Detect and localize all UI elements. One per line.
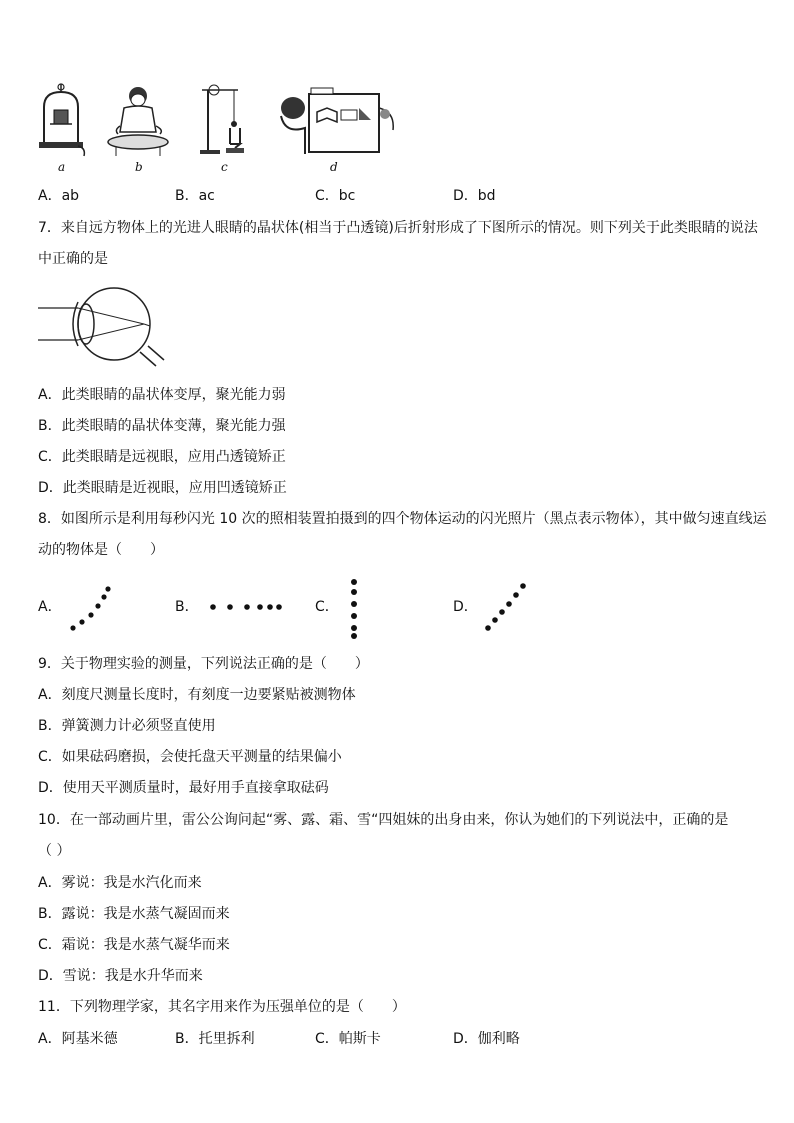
q9-option-c[interactable]: C．如果砝码磨损，会使托盘天平测量的结果偏小 <box>38 749 342 765</box>
figure-caption-b: b <box>135 160 143 174</box>
q9-option-b[interactable]: B．弹簧测力计必须竖直使用 <box>38 718 216 734</box>
figure-caption-a: a <box>58 160 66 174</box>
eye-diagram <box>38 288 172 368</box>
q8-stem-line-1: 8．如图所示是利用每秒闪光 10 次的照相装置拍摄到的四个物体运动的闪光照片（黑点表示物体），其中做匀速直线运 <box>38 511 767 527</box>
q10-stem-line-1: 10．在一部动画片里，雷公公询问起“雾、露、霜、雪“四姐妹的出身由来，你认为她们的下列说法中，正确的是 <box>38 812 729 828</box>
q9-stem: 9．关于物理实验的测量，下列说法正确的是（ ） <box>38 656 369 672</box>
q11-option-d[interactable]: D．伽利略 <box>453 1031 520 1047</box>
q7-option-b[interactable]: B．此类眼睛的晶状体变薄，聚光能力强 <box>38 418 286 434</box>
q7-option-c[interactable]: C．此类眼睛是远视眼，应用凸透镜矫正 <box>38 449 286 465</box>
q10-option-a[interactable]: A．雾说：我是水汽化而来 <box>38 875 202 891</box>
q8-option-c-label[interactable]: C． <box>315 599 339 615</box>
q9-option-d[interactable]: D．使用天平测质量时，最好用手直接拿取砝码 <box>38 780 329 796</box>
q6-option-b[interactable]: B．ac <box>175 188 215 204</box>
q10-option-c[interactable]: C．霜说：我是水蒸气凝华而来 <box>38 937 230 953</box>
q8-stem-line-2: 动的物体是（ ） <box>38 542 164 558</box>
person-experiment-figure <box>104 86 172 158</box>
desk-reading-figure <box>275 84 401 156</box>
q8-option-b-dots <box>208 602 284 612</box>
q11-option-a[interactable]: A．阿基米德 <box>38 1031 118 1047</box>
q11-stem: 11．下列物理学家，其名字用来作为压强单位的是（ ） <box>38 999 406 1015</box>
tuning-fork-figure <box>198 82 252 156</box>
q8-option-b-label[interactable]: B． <box>175 599 199 615</box>
q6-option-a[interactable]: A．ab <box>38 188 80 204</box>
q7-option-a[interactable]: A．此类眼睛的晶状体变厚，聚光能力弱 <box>38 387 286 403</box>
q8-option-a-label[interactable]: A． <box>38 599 62 615</box>
q10-stem-line-2: （ ） <box>38 843 71 859</box>
q9-option-a[interactable]: A．刻度尺测量长度时，有刻度一边要紧贴被测物体 <box>38 687 356 703</box>
q7-option-d[interactable]: D．此类眼睛是近视眼，应用凹透镜矫正 <box>38 480 287 496</box>
q6-option-c[interactable]: C．bc <box>315 188 356 204</box>
q8-option-a-dots <box>70 586 112 632</box>
q8-option-c-dots <box>347 578 361 640</box>
q10-option-d[interactable]: D．雪说：我是水升华而来 <box>38 968 203 984</box>
figure-caption-c: c <box>221 160 228 174</box>
q10-option-b[interactable]: B．露说：我是水蒸气凝固而来 <box>38 906 230 922</box>
bell-jar-figure <box>38 82 88 162</box>
q7-stem-line-1: 7．来自远方物体上的光进人眼睛的晶状体(相当于凸透镜)后折射形成了下图所示的情况。则下列关于此类眼睛的说法 <box>38 220 758 236</box>
q8-option-d-label[interactable]: D． <box>453 599 478 615</box>
q11-option-c[interactable]: C．帕斯卡 <box>315 1031 381 1047</box>
q7-stem-line-2: 中正确的是 <box>38 251 108 267</box>
q11-option-b[interactable]: B．托里拆利 <box>175 1031 255 1047</box>
q8-option-d-dots <box>484 580 528 632</box>
figure-caption-d: d <box>330 160 338 174</box>
q6-option-d[interactable]: D．bd <box>453 188 496 204</box>
